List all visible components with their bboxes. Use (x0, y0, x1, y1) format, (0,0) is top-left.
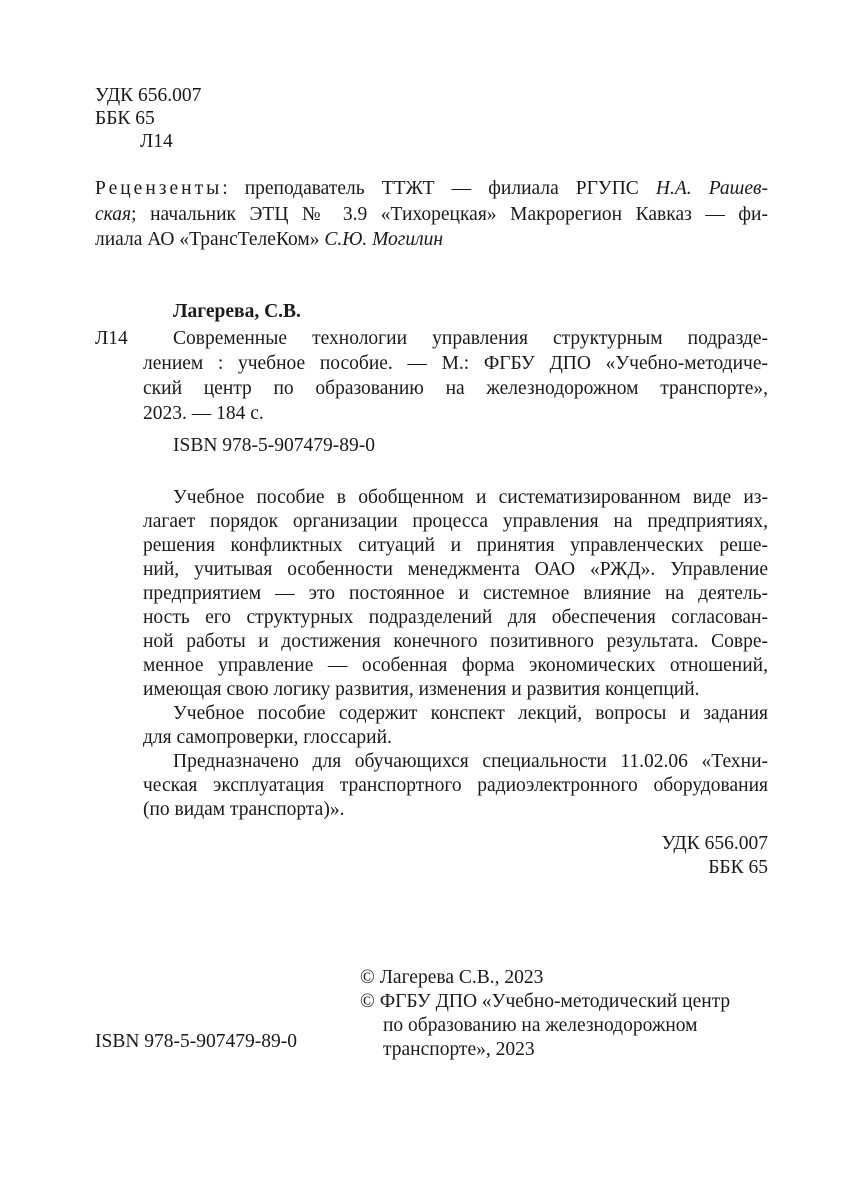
reviewer-name: С.Ю. Могилин (324, 229, 444, 250)
copyright-publisher: © ФГБУ ДПО «Учебно-методический центр (360, 991, 731, 1012)
reviewer-name: ская (95, 204, 132, 225)
bibliography-isbn: ISBN 978-5-907479-89-0 (173, 435, 376, 456)
annotation-line: ной работы и достижения конечного позитивного результата. Совре- (143, 631, 768, 652)
footer-bbk: ББК 65 (708, 857, 768, 878)
bibliography-line: лением : учебное пособие. — М.: ФГБУ ДПО «Учебно-методиче- (143, 353, 768, 374)
reviewers-text: лиала АО «ТрансТелеКом» (95, 229, 325, 250)
bibliography-line: 2023. — 184 с. (143, 403, 264, 424)
annotation-line: Учебное пособие содержит конспект лекций, вопросы и задания (173, 703, 768, 724)
annotation-line: менное управление — особенная форма экономических отношений, (143, 655, 768, 676)
bibliography-line: Современные технологии управления структурным подразде- (173, 328, 768, 349)
reviewers-line-3 (95, 228, 443, 252)
footer-udk: УДК 656.007 (661, 833, 768, 854)
bbk-code: ББК 65 (95, 108, 155, 129)
annotation-line: Предназначено для обучающихся специальности 11.02.06 «Техни- (173, 751, 768, 772)
annotation-line: для самопроверки, глоссарий. (143, 727, 392, 748)
reviewers-text: : преподаватель ТТЖТ — филиала РГУПС (222, 178, 656, 199)
reviewer-name: Н.А. Рашев- (655, 178, 768, 199)
reviewers-label: Рецензенты (95, 178, 223, 199)
annotation-line: имеющая свою логику развития, изменения и развития концепций. (143, 679, 700, 700)
annotation-line: лагает порядок организации процесса управления на предприятиях, (143, 511, 768, 532)
annotation-line: Учебное пособие в обобщенном и систематизированном виде из- (173, 487, 768, 508)
annotation-line: ческая эксплуатация транспортного радиоэлектронного оборудования (143, 775, 768, 796)
copyright-author: © Лагерева С.В., 2023 (360, 967, 544, 988)
annotation-line: решения конфликтных ситуаций и принятия управленческих реше- (143, 535, 768, 556)
copyright-publisher: транспорте», 2023 (383, 1039, 535, 1060)
annotation-line: ность его структурных подразделений для обеспечения согласован- (143, 607, 768, 628)
reviewers-text: ; начальник ЭТЦ № 3.9 «Тихорецкая» Макрорегион Кавказ — фи- (131, 204, 768, 225)
udk-code: УДК 656.007 (95, 85, 202, 106)
author-mark: Л14 (140, 131, 173, 152)
copyright-publisher: по образованию на железнодорожном (383, 1015, 698, 1036)
reviewers-line-1 (95, 177, 768, 201)
reviewers-line-2 (95, 203, 768, 227)
footer-isbn: ISBN 978-5-907479-89-0 (95, 1031, 298, 1052)
bibliography-line: ский центр по образованию на железнодорожном транспорте», (143, 378, 768, 399)
annotation-line: (по видам транспорта)». (143, 799, 345, 820)
book-author: Лагерева, С.В. (173, 301, 301, 322)
annotation-line: предприятием — это постоянное и системное влияние на деятель- (143, 583, 768, 604)
bibliography-code: Л14 (95, 328, 128, 349)
annotation-line: ний, учитывая особенности менеджмента ОАО «РЖД». Управление (143, 559, 768, 580)
